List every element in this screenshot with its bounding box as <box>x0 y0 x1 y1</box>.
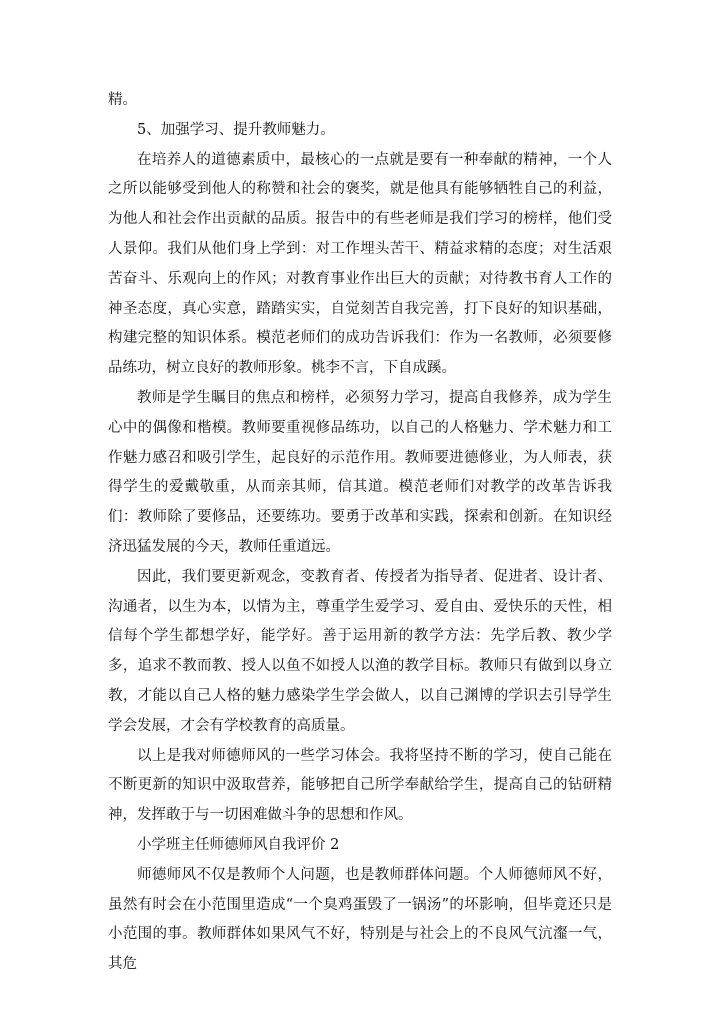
paragraph-new-ideas: 因此，我们要更新观念，变教育者、传授者为指导者、促进者、设计者、沟通者，以生为本，以情为主，尊重学生爱学习、爱自由、爱快乐的天性，相信每个学生都想学好，能学好。善于运用新的教学方法：先学后教、教少学多，追求不教而教、授人以鱼不如授人以渔的教学目标。教师只有做到以身立教，才能以自己人格的魅力感染学生学会做人，以自己渊博的学识去引导学生学会发展，才会有学校教育的高质量。 <box>108 568 612 734</box>
paragraph-dedication: 在培养人的道德素质中，最核心的一点就是要有一种奉献的精神，一个人之所以能够受到他人的称赞和社会的褒奖，就是他具有能够牺牲自己的利益，为他人和社会作出贡献的品质。报告中的有些老师是我们学习的榜样，他们受人景仰。我们从他们身上学到：对工作埋头苦干、精益求精的态度；对生活艰苦奋斗、乐观向上的作风；对教育事业作出巨大的贡献；对待教书育人工作的神圣态度，真心实意，踏踏实实，自觉刻苦自我完善，打下良好的知识基础，构建完整的知识体系。模范老师们的成功告诉我们：作为一名教师，必须要修品练功，树立良好的教师形象。桃李不言，下自成蹊。 <box>108 151 612 377</box>
paragraph-summary: 以上是我对师德师风的一些学习体会。我将坚持不断的学习，使自己能在不断更新的知识中汲取营养，能够把自己所学奉献给学生，提高自己的钻研精神，发挥敢于与一切困难做斗争的思想和作风。 <box>108 747 612 824</box>
paragraph-role-model: 教师是学生瞩目的焦点和榜样，必须努力学习，提高自我修养，成为学生心中的偶像和楷模。教师要重视修品练功，以自己的人格魅力、学术魅力和工作魅力感召和吸引学生，起良好的示范作用。教师要进德修业，为人师表，获得学生的爱戴敬重，从而亲其师，信其道。模范老师们对教学的改革告诉我们：教师除了要修品，还要练功。要勇于改革和实践，探索和创新。在知识经济迅猛发展的今天，教师任重道远。 <box>108 389 612 555</box>
document-body <box>108 86 612 980</box>
paragraph-group-ethics: 师德师风不仅是教师个人问题，也是教师群体问题。个人师德师风不好，虽然有时会在小范围里造成“一个臭鸡蛋毁了一锅汤”的坏影响，但毕竟还只是小范围的事。教师群体如果风气不好，特别是与社会上的不良风气沆瀣一气，其危 <box>108 866 612 973</box>
section-title-evaluation-2: 小学班主任师德师风自我评价 2 <box>137 836 340 853</box>
paragraph-continuation: 精。 <box>108 92 137 108</box>
section-heading-5: 5、加强学习、提升教师魅力。 <box>137 121 335 138</box>
